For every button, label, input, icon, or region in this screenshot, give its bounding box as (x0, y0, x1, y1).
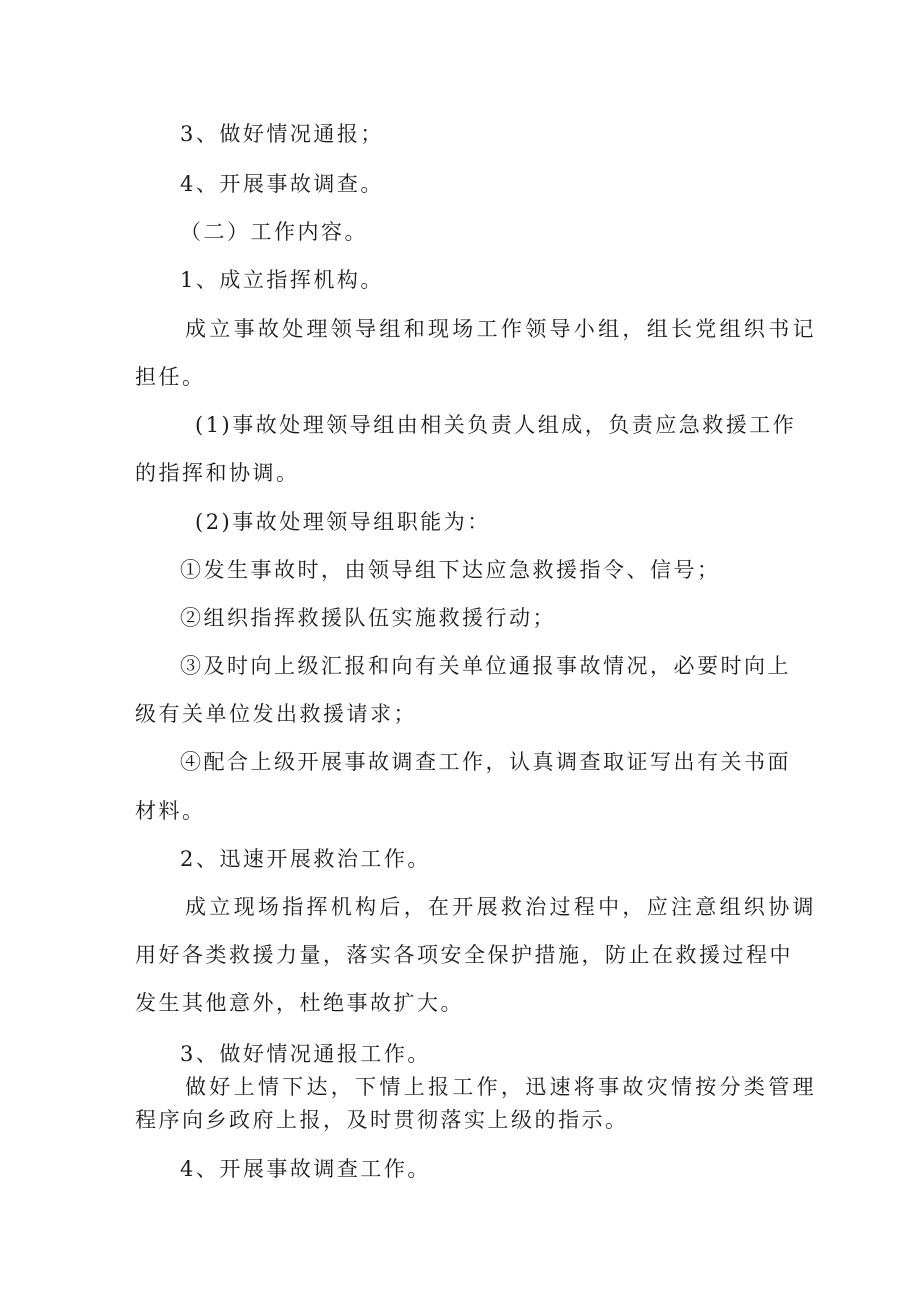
paragraph-line: 程序向乡政府上报，及时贯彻落实上级的指示。 (135, 1108, 629, 1132)
paragraph-line: 材料。 (135, 799, 206, 823)
list-item: 3、做好情况通报工作。 (180, 1042, 431, 1066)
section-heading: （二）工作内容。 (180, 220, 368, 244)
list-item: ③及时向上级汇报和向有关单位通报事故情况，必要时向上 (180, 654, 791, 678)
paragraph-line: 发生其他意外，杜绝事故扩大。 (135, 991, 464, 1015)
list-item: 4、开展事故调查工作。 (180, 1157, 431, 1181)
paragraph-line: 用好各类救援力量，落实各项安全保护措施，防止在救援过程中 (135, 943, 793, 967)
paragraph-line: 的指挥和协调。 (135, 461, 300, 485)
paragraph-line: 级有关单位发出救援请求； (135, 702, 417, 726)
paragraph-line: 成立现场指挥机构后，在开展救治过程中，应注意组织协调 (185, 895, 817, 919)
paragraph-line: (1)事故处理领导组由相关负责人组成，负责应急救援工作 (195, 413, 797, 437)
list-item: 3、做好情况通报； (180, 122, 384, 146)
list-item: ④配合上级开展事故调查工作，认真调查取证写出有关书面 (180, 750, 791, 774)
paragraph-line: 担任。 (135, 365, 206, 389)
list-item: 2、迅速开展救治工作。 (180, 847, 431, 871)
paragraph-line: (2)事故处理领导组职能为： (195, 510, 491, 534)
list-item: ②组织指挥救援队伍实施救援行动； (180, 606, 556, 630)
paragraph-line: 成立事故处理领导组和现场工作领导小组，组长党组织书记 (185, 317, 817, 341)
list-item: ①发生事故时，由领导组下达应急救援指令、信号； (180, 558, 721, 582)
paragraph-line: 做好上情下达，下情上报工作，迅速将事故灾情按分类管理 (185, 1075, 817, 1099)
list-item: 1、成立指挥机构。 (180, 268, 384, 292)
list-item: 4、开展事故调查。 (180, 172, 384, 196)
